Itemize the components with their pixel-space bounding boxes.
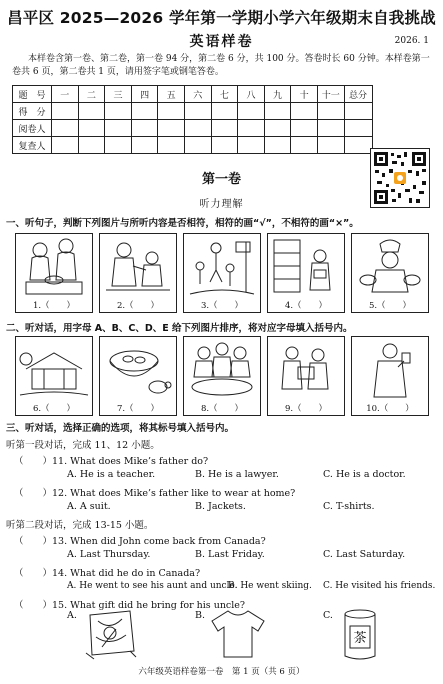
- page-footer: 六年级英语样卷第一卷 第 1 页（共 6 页）: [138, 667, 305, 677]
- picture-7: [99, 336, 177, 416]
- chef-scene-icon: [354, 236, 426, 298]
- question-12: （ ）12. What does Mike’s father like to wear at home?: [14, 488, 296, 499]
- option-c: C. Last Saturday.: [323, 549, 406, 560]
- col-header: 八: [238, 86, 265, 103]
- part1-picture-row: [15, 233, 431, 313]
- score-table: [12, 85, 373, 154]
- picture-6: [15, 336, 93, 416]
- picture-5: [351, 233, 429, 313]
- woman-drinking-icon: [354, 339, 426, 401]
- question-label: 6.（ ）: [32, 404, 76, 414]
- option-a: A. He went to see his aunt and uncle.: [67, 581, 238, 591]
- picture-10: [351, 336, 429, 416]
- col-header: 五: [158, 86, 185, 103]
- col-header: 一: [52, 86, 79, 103]
- page-title: 昌平区 2025—2026 学年第一学期小学六年级期末自我挑战: [7, 9, 436, 27]
- score-table-header-row: [13, 86, 373, 103]
- section-subtitle: 听力理解: [199, 199, 244, 210]
- question-label: 5.（ ）: [368, 301, 412, 311]
- option-c: C. He is a doctor.: [323, 469, 406, 480]
- row-label: 阅卷人: [13, 120, 52, 137]
- picture-1: [15, 233, 93, 313]
- library-scene-icon: [270, 236, 342, 298]
- option-b: B. He went skiing.: [228, 581, 312, 591]
- question-label: 7.（ ）: [116, 404, 160, 414]
- option-b: B. Jackets.: [195, 501, 246, 512]
- section-title: 第一卷: [201, 172, 241, 187]
- picture-9: [267, 336, 345, 416]
- col-header: 六: [184, 86, 211, 103]
- question-label: 9.（ ）: [284, 404, 328, 414]
- option-b: B. He is a lawyer.: [195, 469, 279, 480]
- question-15: （ ）15. What gift did he bring for his uncle?: [14, 600, 246, 611]
- col-header: 九: [264, 86, 291, 103]
- question-13: （ ）13. When did John come back from Canada?: [14, 536, 266, 547]
- kids-with-paper-icon: [270, 339, 342, 401]
- col-header: 七: [211, 86, 238, 103]
- col-header: 三: [105, 86, 132, 103]
- score-table-row: [13, 120, 373, 137]
- building-trees-icon: [18, 339, 90, 401]
- col-header: 十: [291, 86, 318, 103]
- cooking-scene-icon: [18, 236, 90, 298]
- doctor-scene-icon: [102, 236, 174, 298]
- picture-2: [99, 233, 177, 313]
- part2-instruction: 二、听对话，用字母 A、B、C、D、E 给下列图片排序，将对应字母填入括号内。: [6, 323, 353, 334]
- page-subtitle: 英语样卷: [189, 34, 254, 50]
- picture-3: [183, 233, 261, 313]
- col-header: 四: [131, 86, 158, 103]
- part1-instruction: 一、听句子，判断下列图片与所听内容是否相符，相符的画“√”，不相符的画“×”。: [6, 218, 359, 229]
- part2-picture-row: [15, 336, 431, 416]
- dialogue-group-2: 听第二段对话，完成 13-15 小题。: [6, 520, 154, 531]
- tea-can-icon: [340, 608, 380, 662]
- option-b: B. Last Friday.: [195, 549, 265, 560]
- part3-instruction: 三、听对话，选择正确的选项，将其标号填入括号内。: [6, 423, 235, 434]
- family-dinner-icon: [186, 339, 258, 401]
- option-c: C.: [323, 610, 333, 621]
- picture-8: [183, 336, 261, 416]
- option-a: A. Last Thursday.: [67, 549, 151, 560]
- question-label: 10.（ ）: [366, 404, 414, 414]
- question-11: （ ）11. What does Mike’s father do?: [14, 456, 209, 467]
- t-shirt-icon: [210, 607, 266, 661]
- svg-text:茶: 茶: [353, 631, 367, 646]
- question-label: 8.（ ）: [200, 404, 244, 414]
- option-c: C. T-shirts.: [323, 501, 375, 512]
- question-label: 1.（ ）: [32, 301, 76, 311]
- question-label: 3.（ ）: [200, 301, 244, 311]
- option-b: B.: [195, 610, 206, 621]
- col-header: 二: [78, 86, 105, 103]
- option-c: C. He visited his friends.: [323, 581, 436, 591]
- exam-notice: 本样卷含第一卷、第二卷，第一卷 94 分，第二卷 6 分，共 100 分。答卷时长 60 分钟。本样卷第一卷共 6 页，第二卷共 1 页，请用签字笔或钢笔答卷。: [12, 54, 430, 77]
- dumpling-bowl-icon: [102, 339, 174, 401]
- question-label: 4.（ ）: [284, 301, 328, 311]
- row-label: 题 号: [13, 86, 52, 103]
- col-header-total: 总分: [344, 86, 372, 103]
- question-label: 2.（ ）: [116, 301, 160, 311]
- playground-scene-icon: [186, 236, 258, 298]
- exam-date: 2026. 1: [394, 36, 429, 46]
- row-label: 复查人: [13, 137, 52, 154]
- dialogue-group-1: 听第一段对话，完成 11、12 小题。: [6, 440, 160, 451]
- score-table-row: [13, 103, 373, 120]
- option-a: A.: [67, 610, 77, 621]
- row-label: 得 分: [13, 103, 52, 120]
- col-header: 十一: [317, 86, 344, 103]
- question-14: （ ）14. What did he do in Canada?: [14, 568, 201, 579]
- scarf-icon: [82, 607, 138, 661]
- option-a: A. A suit.: [67, 501, 111, 512]
- score-table-row: [13, 137, 373, 154]
- option-a: A. He is a teacher.: [67, 469, 156, 480]
- picture-4: [267, 233, 345, 313]
